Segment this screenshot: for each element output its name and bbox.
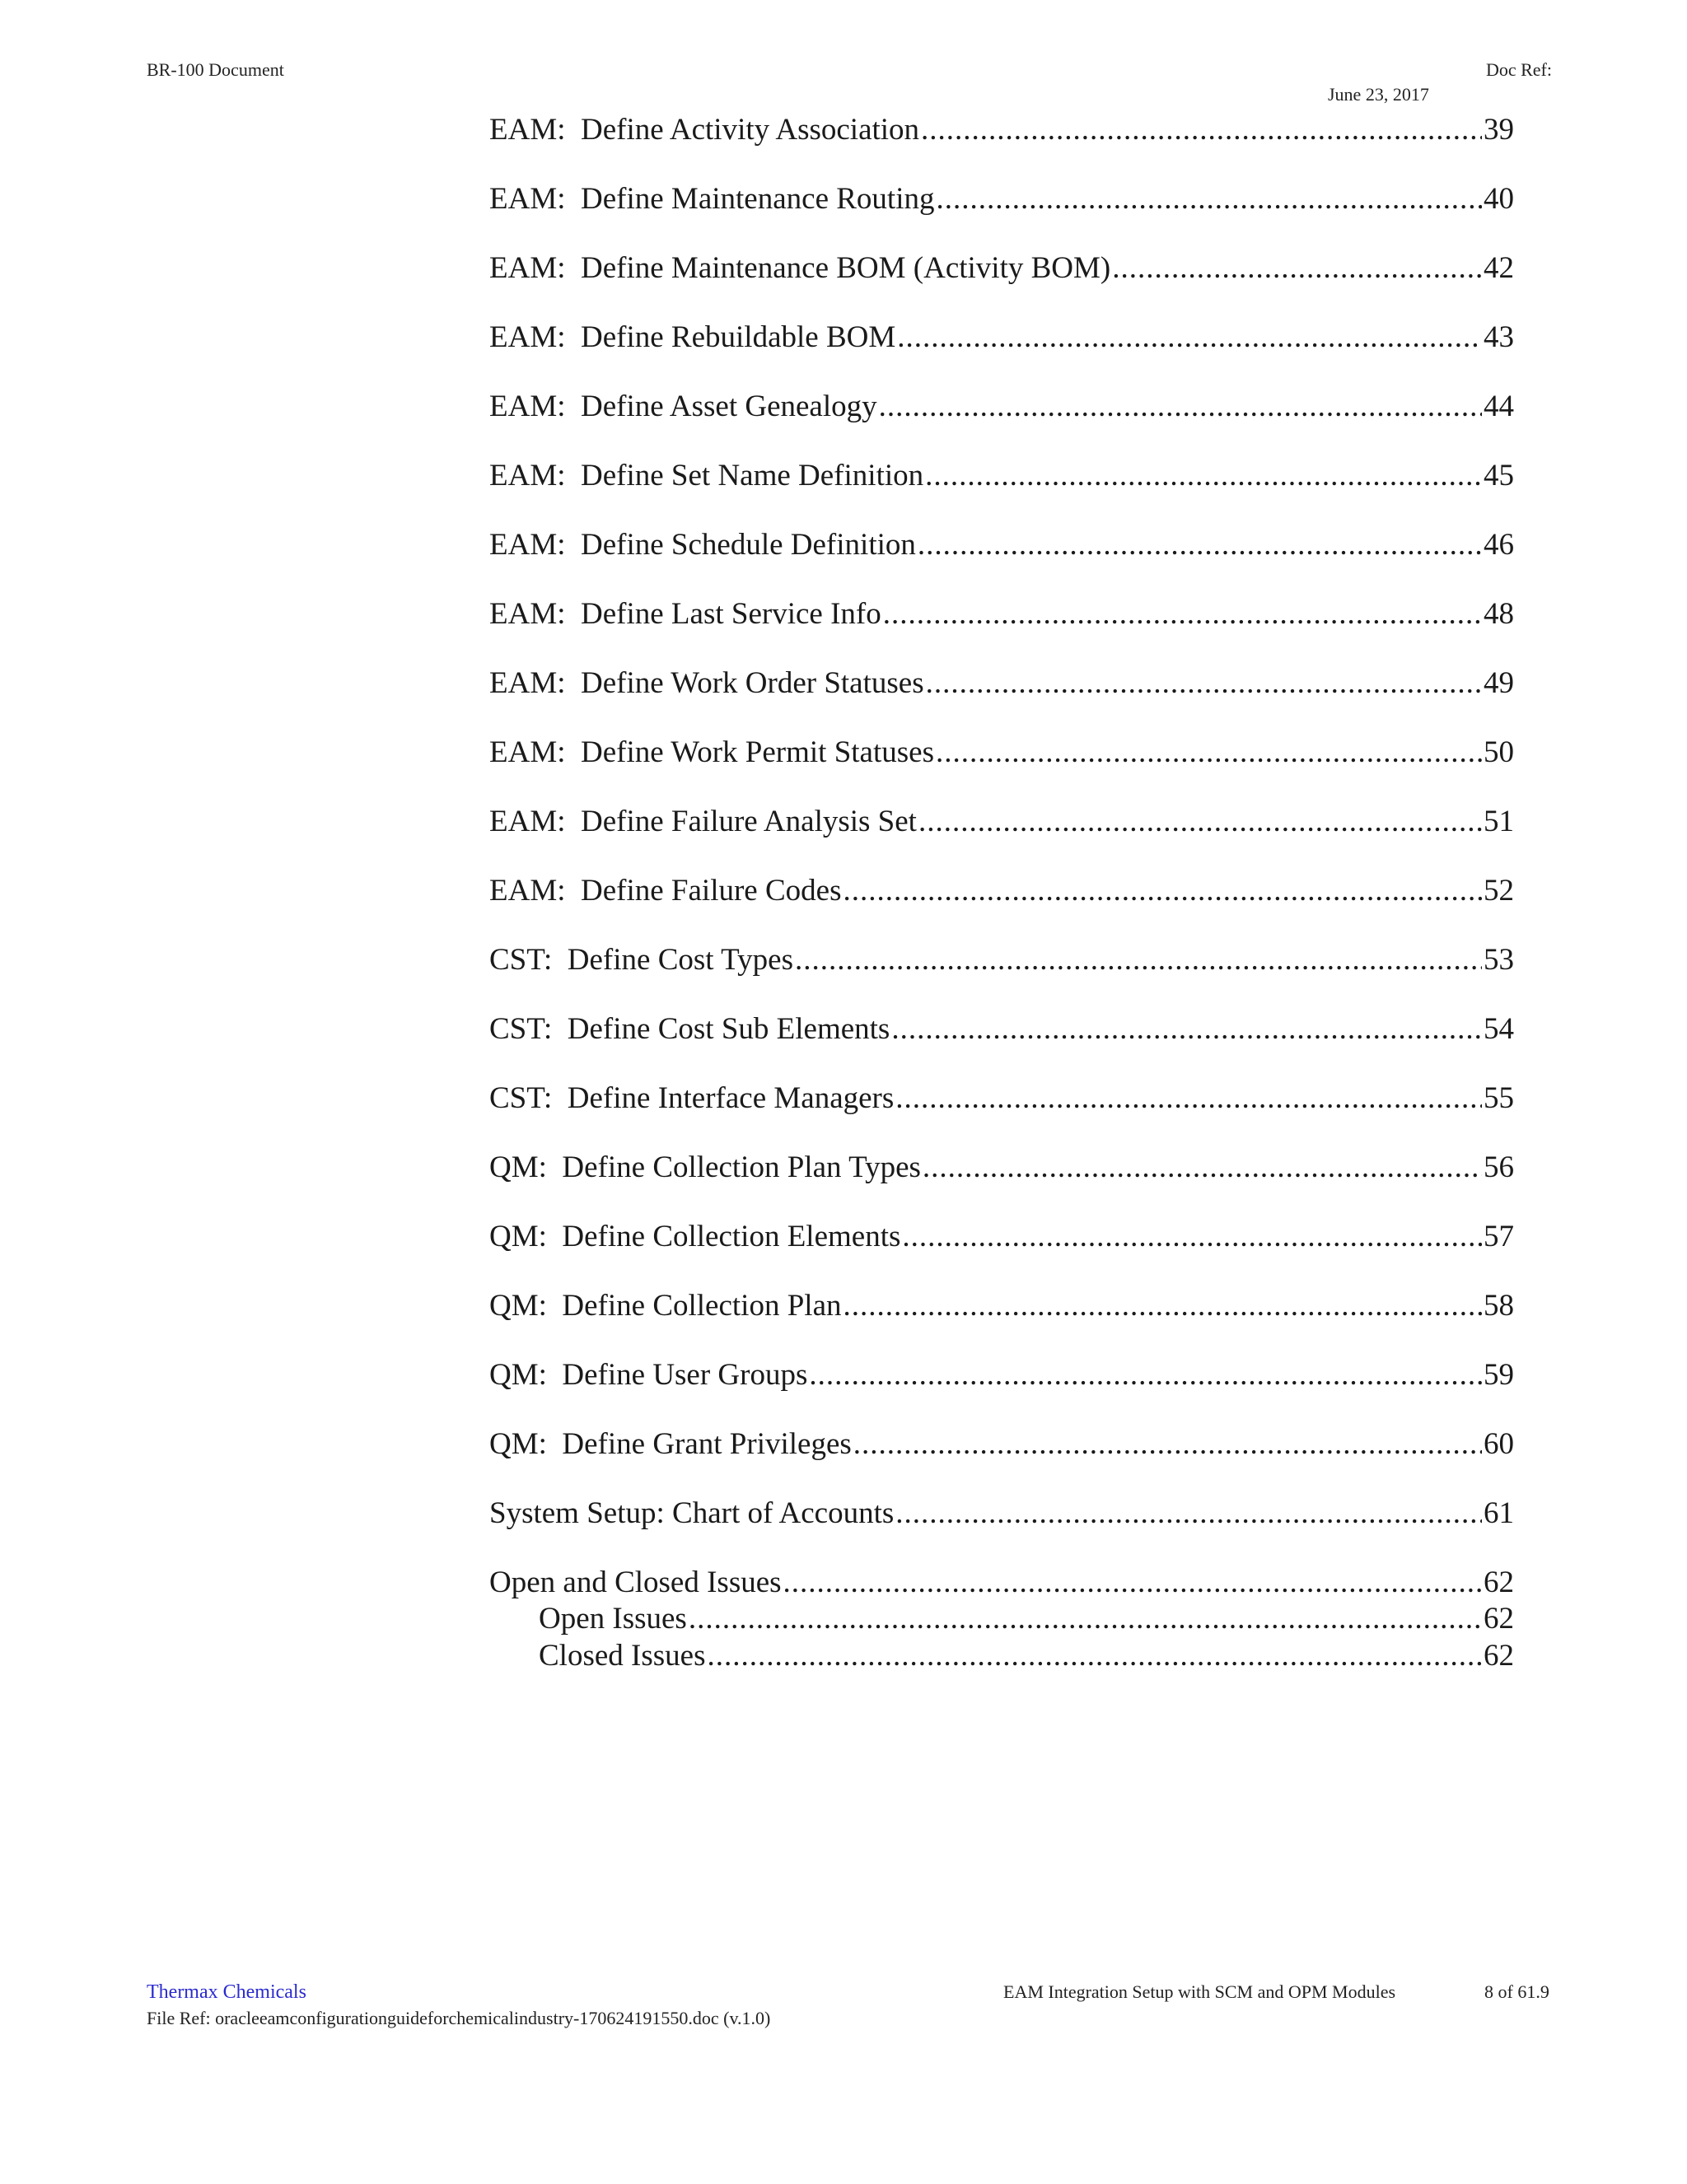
table-of-contents [489, 112, 1514, 1675]
toc-entry-page: 59 [1484, 1358, 1514, 1392]
toc-dot-leader [897, 320, 1482, 356]
toc-entry[interactable] [489, 1426, 1514, 1496]
toc-entry-title: QM: Define User Groups [489, 1358, 808, 1392]
toc-entry-title: CST: Define Cost Types [489, 943, 793, 977]
toc-entry-title: EAM: Define Activity Association [489, 113, 920, 147]
toc-dot-leader [844, 1288, 1483, 1324]
toc-entry[interactable] [489, 1080, 1514, 1150]
toc-dot-leader [689, 1601, 1482, 1637]
toc-dot-leader [1112, 250, 1482, 287]
toc-entry[interactable] [489, 596, 1514, 665]
toc-entry[interactable] [489, 665, 1514, 735]
toc-entry-title: QM: Define Collection Elements [489, 1220, 901, 1253]
toc-entry[interactable] [489, 804, 1514, 873]
toc-entry-page: 39 [1484, 113, 1514, 147]
toc-entry-page: 42 [1484, 251, 1514, 285]
toc-entry-page: 44 [1484, 390, 1514, 423]
toc-entry[interactable] [489, 1357, 1514, 1426]
toc-entry-page: 40 [1484, 182, 1514, 216]
toc-entry-title: EAM: Define Rebuildable BOM [489, 320, 896, 354]
toc-entry[interactable] [489, 942, 1514, 1011]
toc-entry[interactable] [489, 735, 1514, 804]
toc-entry[interactable] [489, 1638, 1514, 1675]
toc-entry-page: 51 [1484, 805, 1514, 838]
toc-entry-title: Open Issues [539, 1602, 687, 1636]
toc-entry-page: 53 [1484, 943, 1514, 977]
toc-entry-title: EAM: Define Work Order Statuses [489, 666, 924, 700]
toc-entry-title: EAM: Define Last Service Info [489, 597, 881, 631]
toc-entry-title: EAM: Define Failure Analysis Set [489, 805, 917, 838]
toc-entry-page: 46 [1484, 528, 1514, 562]
toc-entry[interactable] [489, 1011, 1514, 1080]
toc-dot-leader [843, 873, 1482, 909]
toc-entry[interactable] [489, 458, 1514, 527]
toc-entry-title: Closed Issues [539, 1639, 706, 1673]
toc-entry-title: QM: Define Collection Plan Types [489, 1150, 921, 1184]
toc-entry-title: EAM: Define Schedule Definition [489, 528, 916, 562]
toc-entry-page: 56 [1484, 1150, 1514, 1184]
toc-entry-page: 50 [1484, 735, 1514, 769]
toc-dot-leader [895, 1080, 1482, 1117]
toc-entry-title: EAM: Define Set Name Definition [489, 459, 924, 492]
toc-entry-page: 43 [1484, 320, 1514, 354]
toc-entry-title: Open and Closed Issues [489, 1566, 782, 1599]
toc-dot-leader [883, 596, 1482, 632]
toc-entry-page: 62 [1484, 1639, 1514, 1673]
toc-dot-leader [809, 1357, 1482, 1393]
toc-entry-page: 62 [1484, 1566, 1514, 1599]
toc-dot-leader [783, 1565, 1482, 1601]
toc-entry[interactable] [489, 1150, 1514, 1219]
toc-entry-title: CST: Define Cost Sub Elements [489, 1012, 890, 1046]
toc-entry-page: 45 [1484, 459, 1514, 492]
toc-dot-leader [795, 942, 1482, 978]
toc-dot-leader [895, 1496, 1482, 1532]
toc-dot-leader [921, 112, 1482, 148]
footer-file-ref: File Ref: oracleeamconfigurationguideforchemicalindustry-170624191550.doc (v.1.0) [147, 2008, 771, 2028]
toc-entry-title: CST: Define Interface Managers [489, 1081, 895, 1115]
toc-entry-page: 55 [1484, 1081, 1514, 1115]
toc-entry[interactable] [489, 181, 1514, 250]
toc-entry-title: QM: Define Collection Plan [489, 1289, 842, 1323]
toc-entry-title: System Setup: Chart of Accounts [489, 1496, 895, 1530]
toc-entry-page: 60 [1484, 1427, 1514, 1461]
toc-dot-leader [902, 1219, 1482, 1255]
toc-entry-page: 57 [1484, 1220, 1514, 1253]
toc-dot-leader [918, 527, 1482, 563]
toc-dot-leader [923, 1150, 1482, 1186]
toc-entry-title: QM: Define Grant Privileges [489, 1427, 852, 1461]
toc-dot-leader [891, 1011, 1482, 1048]
toc-entry[interactable] [489, 1219, 1514, 1288]
toc-entry-page: 61 [1484, 1496, 1514, 1530]
toc-dot-leader [879, 389, 1482, 425]
toc-entry[interactable] [489, 873, 1514, 942]
header-doc-name: BR-100 Document [147, 59, 284, 80]
toc-entry-title: EAM: Define Asset Genealogy [489, 390, 877, 423]
toc-entry[interactable] [489, 250, 1514, 320]
toc-dot-leader [853, 1426, 1482, 1463]
toc-entry-page: 48 [1484, 597, 1514, 631]
toc-dot-leader [936, 181, 1482, 217]
footer-doc-title: EAM Integration Setup with SCM and OPM Modules [1003, 1981, 1396, 2002]
toc-entry[interactable] [489, 1496, 1514, 1565]
header-date: June 23, 2017 [1328, 84, 1429, 105]
toc-entry-page: 62 [1484, 1602, 1514, 1636]
toc-entry[interactable] [489, 527, 1514, 596]
footer-company-name: Thermax Chemicals [147, 1981, 306, 2003]
toc-entry[interactable] [489, 1288, 1514, 1357]
toc-entry[interactable] [489, 389, 1514, 458]
toc-entry-page: 49 [1484, 666, 1514, 700]
toc-dot-leader [918, 804, 1482, 840]
toc-dot-leader [925, 458, 1482, 494]
toc-entry-page: 52 [1484, 874, 1514, 908]
toc-entry[interactable] [489, 320, 1514, 389]
toc-dot-leader [936, 735, 1482, 771]
toc-entry-page: 58 [1484, 1289, 1514, 1323]
toc-entry-page: 54 [1484, 1012, 1514, 1046]
header-doc-ref: Doc Ref: [1485, 59, 1552, 80]
toc-entry-title: EAM: Define Maintenance BOM (Activity BOM) [489, 251, 1111, 285]
toc-entry-title: EAM: Define Maintenance Routing [489, 182, 935, 216]
toc-entry[interactable] [489, 112, 1514, 181]
toc-dot-leader [707, 1638, 1482, 1674]
footer-page-number: 8 of 61.9 [1484, 1981, 1549, 2002]
toc-entry-title: EAM: Define Work Permit Statuses [489, 735, 934, 769]
toc-entry[interactable] [489, 1601, 1514, 1638]
toc-entry-title: EAM: Define Failure Codes [489, 874, 842, 908]
toc-dot-leader [926, 665, 1482, 702]
